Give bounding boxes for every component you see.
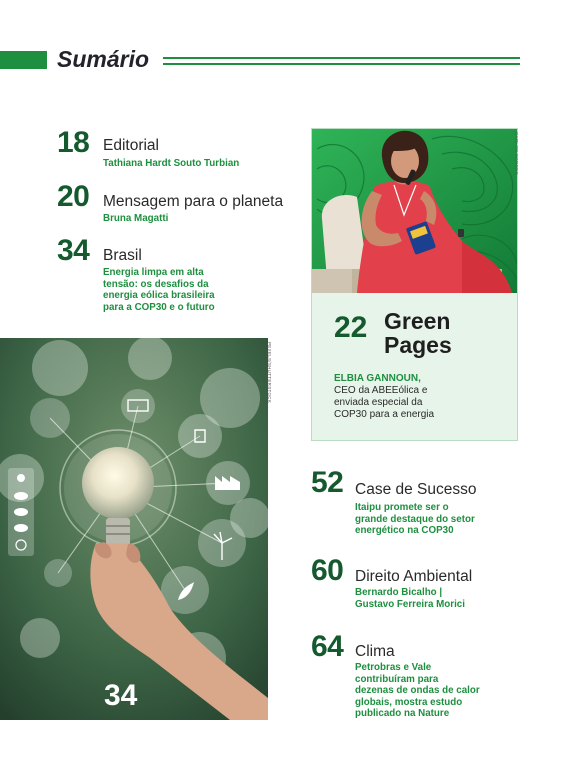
feature-person-name: ELBIA GANNOUN, <box>334 373 421 384</box>
photo-credit: CARLOS BORGES <box>514 132 519 175</box>
feature-page-number: 22 <box>334 311 368 344</box>
toc-entry-subtitle: Bruna Magatti <box>103 213 169 224</box>
header-rule-bottom <box>163 63 520 65</box>
toc-entry-subtitle: Tathiana Hardt Souto Turbian <box>103 158 240 169</box>
toc-page-number: 64 <box>311 630 344 663</box>
toc-page-number: 18 <box>57 126 90 159</box>
toc-page-number: 52 <box>311 466 344 499</box>
toc-page-number: 34 <box>57 234 90 267</box>
toc-entry-case-de-sucesso[interactable] <box>311 468 541 538</box>
feature-card-green-pages[interactable] <box>311 128 518 441</box>
toc-entry-subtitle: Itaipu promete ser o grande destaque do setor energético na COP30 <box>355 502 475 536</box>
photo-page-number: 34 <box>104 679 138 712</box>
toc-page-number: 60 <box>311 554 344 587</box>
toc-entry-subtitle: Energia limpa em alta tensão: os desafios da energia eólica brasileira para a COP30 e o futuro <box>103 267 215 313</box>
header-accent-bar <box>0 51 47 69</box>
feature-title: Green Pages <box>384 308 452 358</box>
toc-entry-title: Clima <box>355 643 395 660</box>
toc-entry-title: Brasil <box>103 247 142 264</box>
portrait-photo <box>312 129 517 293</box>
page-title: Sumário <box>57 46 150 72</box>
toc-entry-editorial[interactable] <box>57 128 297 173</box>
toc-entry-title: Editorial <box>103 137 159 154</box>
toc-page-number: 20 <box>57 180 90 213</box>
toc-entry-title: Direito Ambiental <box>355 568 473 585</box>
rain-icon <box>14 508 28 516</box>
toc-entry-mensagem[interactable] <box>57 182 297 227</box>
storm-icon <box>14 524 28 532</box>
toc-entry-direito-ambiental[interactable] <box>311 556 541 612</box>
toc-entry-title: Case de Sucesso <box>355 481 477 498</box>
toc-entry-brasil[interactable] <box>57 236 297 320</box>
sun-icon <box>17 474 25 482</box>
toc-entry-subtitle: Petrobras e Vale contribuíram para dezenas de ondas de calor globais, mostra estudo publicado na Nature <box>355 662 480 719</box>
toc-entry-subtitle: Bernardo Bicalho | Gustavo Ferreira Morici <box>355 587 465 610</box>
header-rule-top <box>163 57 520 59</box>
lightbulb-icon <box>82 447 154 519</box>
cover-photo-lightbulb[interactable] <box>0 338 268 720</box>
toc-entry-title: Mensagem para o planeta <box>103 193 284 210</box>
toc-entry-clima[interactable] <box>311 632 541 722</box>
cloud-icon <box>14 492 28 500</box>
feature-description: CEO da ABEEólica e enviada especial da COP30 para a energia <box>334 385 435 420</box>
photo-credit-bulb: PEXELS/SHUTTERSTOCK <box>267 342 272 404</box>
